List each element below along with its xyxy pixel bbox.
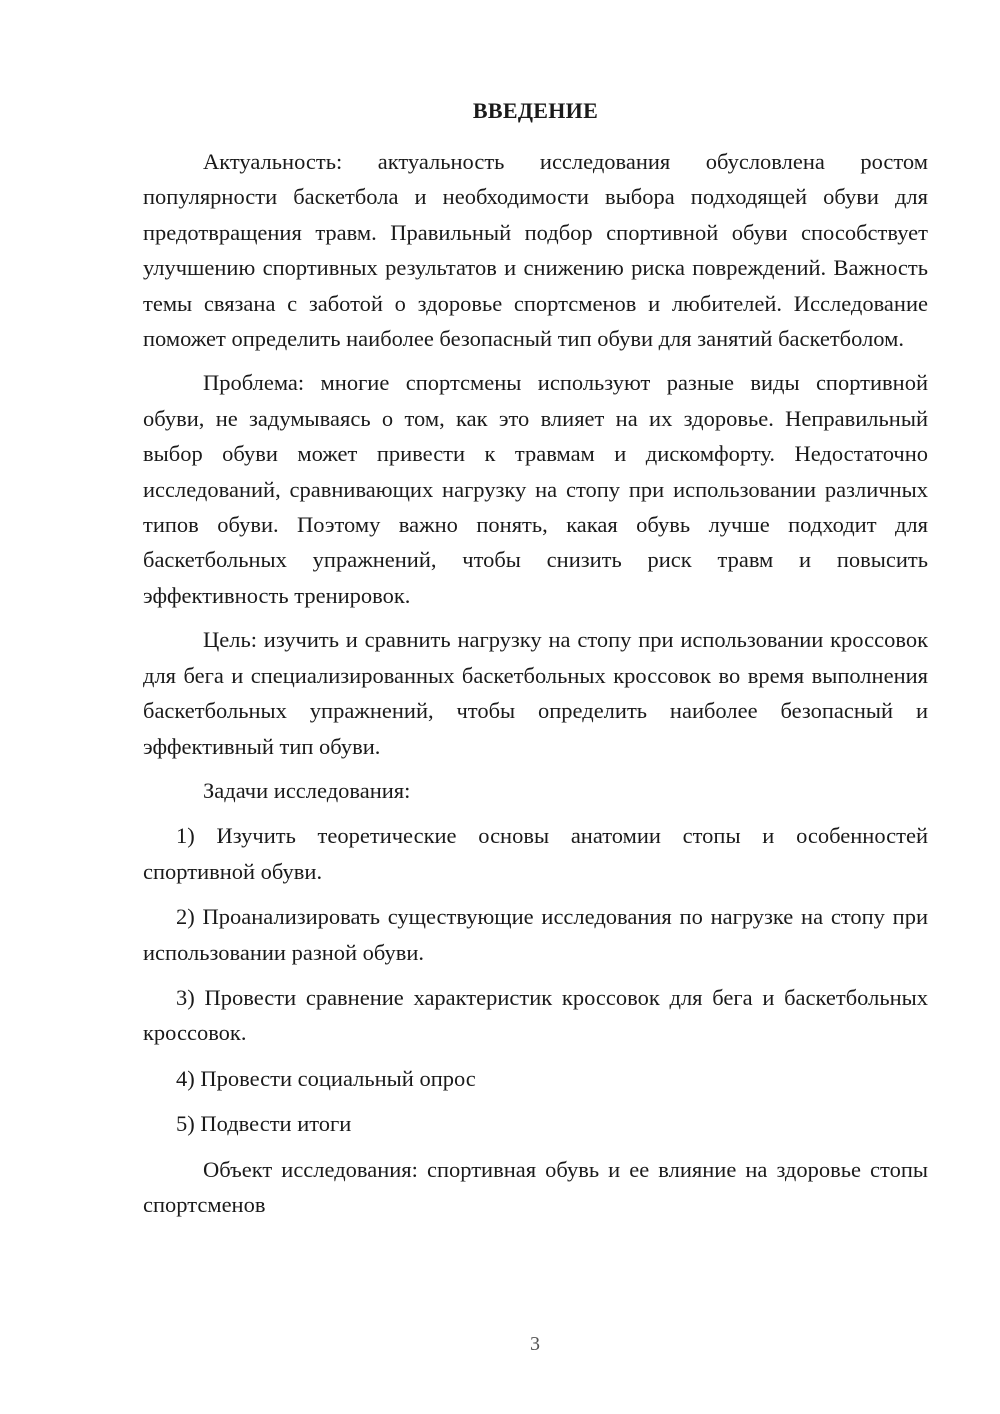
paragraph-problem: Проблема: многие спортсмены используют разные виды спортивной обуви, не задумываясь о том, как это влияет на их здоровье. Неправильный выбор обуви может привести к травмам и дискомфорту. Недостаточно исследований, сравнивающих нагрузку на стопу при использовании различных типов обуви. Поэтому важно понять, какая обувь лучше подходит для баскетбольных упражнений, чтобы снизить риск травм и повысить эффективность тренировок. [143, 370, 928, 608]
paragraph-goal: Цель: изучить и сравнить нагрузку на стопу при использовании кроссовок для бега и специализированных баскетбольных кроссовок во время выполнения баскетбольных упражнений, чтобы определить наиболее безопасный и эффективный тип обуви. [143, 627, 928, 759]
task-item-3: 3) Провести сравнение характеристик кроссовок для бега и баскетбольных кроссовок. [143, 984, 928, 1046]
tasks-title: Задачи исследования: [203, 777, 411, 803]
page-number: 3 [530, 1333, 540, 1355]
paragraph-object: Объект исследования: спортивная обувь и ее влияние на здоровье стопы спортсменов [143, 1156, 928, 1217]
task-item-1: 1) Изучить теоретические основы анатомии стопы и особенностей спортивной обуви. [143, 823, 928, 884]
page-content [143, 96, 928, 1231]
task-item-4: 4) Провести социальный опрос [176, 1065, 476, 1091]
task-item-5: 5) Подвести итоги [176, 1111, 352, 1137]
task-item-2: 2) Проанализировать существующие исследования по нагрузке на стопу при использовании разной обуви. [143, 904, 928, 965]
section-heading: ВВЕДЕНИЕ [472, 98, 599, 123]
paragraph-relevance: Актуальность: актуальность исследования обусловлена ростом популярности баскетбола и необходимости выбора подходящей обуви для предотвращения травм. Правильный подбор спортивной обуви способствует улучшению спортивных результатов и снижению риска повреждений. Важность темы связана с заботой о здоровье спортсменов и любителей. Исследование поможет определить наиболее безопасный тип обуви для занятий баскетболом. [143, 149, 928, 352]
